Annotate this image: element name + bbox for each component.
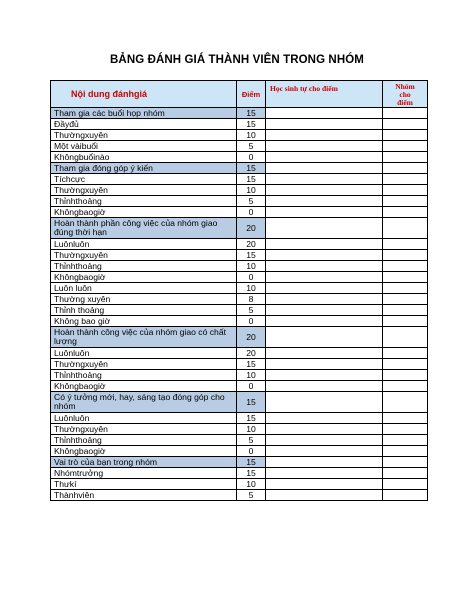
group-score-cell[interactable] [383, 294, 428, 305]
table-row [51, 424, 428, 435]
criterion-score: 15 [237, 250, 266, 261]
criterion-score: 15 [237, 174, 266, 185]
criterion-score: 15 [237, 119, 266, 130]
criterion-label: Thườngxuyên [51, 359, 237, 370]
table-row [51, 468, 428, 479]
criterion-label: Khôngbaogiờ [51, 381, 237, 392]
group-score-cell[interactable] [383, 272, 428, 283]
criterion-score: 5 [237, 490, 266, 501]
self-score-cell[interactable] [266, 250, 383, 261]
self-score-cell[interactable] [266, 435, 383, 446]
group-score-cell[interactable] [383, 152, 428, 163]
criterion-score: 0 [237, 272, 266, 283]
criterion-score: 20 [237, 218, 266, 239]
criterion-score: 5 [237, 141, 266, 152]
criterion-score: 20 [237, 239, 266, 250]
group-score-cell[interactable] [383, 392, 428, 413]
criterion-label: Khôngbuổinào [51, 152, 237, 163]
self-score-cell[interactable] [266, 446, 383, 457]
criterion-score: 20 [237, 327, 266, 348]
header-content: Nội dung đánhgiá [51, 81, 237, 108]
criterion-label: Thường xuyên [51, 294, 237, 305]
criterion-label: Khôngbaogiờ [51, 272, 237, 283]
criterion-score: 15 [237, 413, 266, 424]
group-score-cell[interactable] [383, 207, 428, 218]
table-row [51, 370, 428, 381]
self-score-cell[interactable] [266, 163, 383, 174]
group-score-cell[interactable] [383, 185, 428, 196]
group-score-cell[interactable] [383, 446, 428, 457]
self-score-cell[interactable] [266, 294, 383, 305]
criterion-label: Thỉnhthoảng [51, 261, 237, 272]
table-row [51, 305, 428, 316]
table-row [51, 435, 428, 446]
group-score-cell[interactable] [383, 359, 428, 370]
self-score-cell[interactable] [266, 316, 383, 327]
group-score-cell[interactable] [383, 239, 428, 250]
header-group-score-text: Nhóm cho điểm [395, 82, 415, 107]
criterion-label: Thườngxuyên [51, 130, 237, 141]
table-section-row [51, 218, 428, 239]
criterion-label: Thườngxuyên [51, 185, 237, 196]
criterion-label: Khôngbaogiờ [51, 446, 237, 457]
table-row [51, 490, 428, 501]
table-header-row [51, 81, 428, 108]
self-score-cell[interactable] [266, 468, 383, 479]
criterion-score: 15 [237, 392, 266, 413]
self-score-cell[interactable] [266, 413, 383, 424]
criterion-label: Tham gia đóng góp ý kiến [51, 163, 237, 174]
criterion-label: Đầyđủ [51, 119, 237, 130]
criterion-label: Thỉnh thoảng [51, 305, 237, 316]
criterion-label: Thỉnhthoảng [51, 370, 237, 381]
criterion-score: 5 [237, 435, 266, 446]
group-score-cell[interactable] [383, 424, 428, 435]
table-row [51, 207, 428, 218]
header-score: Điểm [237, 81, 266, 108]
self-score-cell[interactable] [266, 261, 383, 272]
criterion-score: 15 [237, 457, 266, 468]
criterion-score: 0 [237, 207, 266, 218]
criterion-label: Thànhviên [51, 490, 237, 501]
table-section-row [51, 108, 428, 119]
criterion-score: 15 [237, 468, 266, 479]
table-row [51, 348, 428, 359]
criterion-label: Nhómtrưởng [51, 468, 237, 479]
table-row [51, 294, 428, 305]
self-score-cell[interactable] [266, 348, 383, 359]
table-row [51, 196, 428, 207]
criterion-score: 8 [237, 294, 266, 305]
criterion-label: Khôngbaogiờ [51, 207, 237, 218]
group-score-cell[interactable] [383, 250, 428, 261]
group-score-cell[interactable] [383, 490, 428, 501]
criterion-label: Luônluôn [51, 413, 237, 424]
group-score-cell[interactable] [383, 479, 428, 490]
page-title: BẢNG ĐÁNH GIÁ THÀNH VIÊN TRONG NHÓM [110, 54, 364, 66]
criterion-label: Một vàibuổi [51, 141, 237, 152]
group-score-cell[interactable] [383, 457, 428, 468]
criterion-score: 20 [237, 348, 266, 359]
criterion-score: 0 [237, 446, 266, 457]
criterion-label: Không bao giờ [51, 316, 237, 327]
self-score-cell[interactable] [266, 207, 383, 218]
criterion-label: Hoàn thành công việc của nhóm giao có chất lượng [51, 327, 237, 348]
table-row [51, 130, 428, 141]
group-score-cell[interactable] [383, 381, 428, 392]
self-score-cell[interactable] [266, 272, 383, 283]
criterion-label: Tham gia các buổi họp nhóm [51, 108, 237, 119]
group-score-cell[interactable] [383, 348, 428, 359]
self-score-cell[interactable] [266, 108, 383, 119]
group-score-cell[interactable] [383, 413, 428, 424]
table-row [51, 185, 428, 196]
group-score-cell[interactable] [383, 119, 428, 130]
criterion-label: Thườngxuyên [51, 250, 237, 261]
self-score-cell[interactable] [266, 490, 383, 501]
table-row [51, 250, 428, 261]
table-row [51, 239, 428, 250]
criterion-label: Tíchcực [51, 174, 237, 185]
criterion-label: Thỉnhthoảng [51, 196, 237, 207]
group-score-cell[interactable] [383, 141, 428, 152]
criterion-score: 10 [237, 479, 266, 490]
table-row [51, 119, 428, 130]
group-score-cell[interactable] [383, 327, 428, 348]
group-score-cell[interactable] [383, 196, 428, 207]
table-section-row [51, 392, 428, 413]
criterion-score: 10 [237, 424, 266, 435]
criterion-label: Hoàn thành phần công việc của nhóm giao đúng thời hạn [51, 218, 237, 239]
self-score-cell[interactable] [266, 283, 383, 294]
group-score-cell[interactable] [383, 435, 428, 446]
table-row [51, 413, 428, 424]
criterion-score: 10 [237, 261, 266, 272]
self-score-cell[interactable] [266, 174, 383, 185]
table-row [51, 381, 428, 392]
group-score-cell[interactable] [383, 108, 428, 119]
self-score-cell[interactable] [266, 218, 383, 239]
self-score-cell[interactable] [266, 424, 383, 435]
self-score-cell[interactable] [266, 185, 383, 196]
criterion-score: 0 [237, 316, 266, 327]
criterion-score: 5 [237, 196, 266, 207]
table-row [51, 174, 428, 185]
self-score-cell[interactable] [266, 370, 383, 381]
self-score-cell[interactable] [266, 381, 383, 392]
group-score-cell[interactable] [383, 130, 428, 141]
self-score-cell[interactable] [266, 359, 383, 370]
group-score-cell[interactable] [383, 261, 428, 272]
self-score-cell[interactable] [266, 392, 383, 413]
self-score-cell[interactable] [266, 239, 383, 250]
criterion-score: 15 [237, 108, 266, 119]
criterion-score: 15 [237, 359, 266, 370]
self-score-cell[interactable] [266, 457, 383, 468]
table-row [51, 261, 428, 272]
table-section-row [51, 457, 428, 468]
criterion-label: Thưkí [51, 479, 237, 490]
evaluation-table [50, 80, 428, 501]
table-row [51, 152, 428, 163]
table-row [51, 272, 428, 283]
criterion-label: Thườngxuyên [51, 424, 237, 435]
self-score-cell[interactable] [266, 479, 383, 490]
criterion-score: 0 [237, 381, 266, 392]
self-score-cell[interactable] [266, 305, 383, 316]
group-score-cell[interactable] [383, 283, 428, 294]
header-self-score: Học sinh tự cho điểm [266, 81, 383, 108]
header-group-score [383, 81, 428, 108]
self-score-cell[interactable] [266, 130, 383, 141]
criterion-label: Luônluôn [51, 239, 237, 250]
group-score-cell[interactable] [383, 174, 428, 185]
table-row [51, 359, 428, 370]
table-row [51, 446, 428, 457]
self-score-cell[interactable] [266, 152, 383, 163]
criterion-score: 10 [237, 283, 266, 294]
self-score-cell[interactable] [266, 327, 383, 348]
group-score-cell[interactable] [383, 218, 428, 239]
criterion-label: Luônluôn [51, 348, 237, 359]
self-score-cell[interactable] [266, 119, 383, 130]
table-row [51, 141, 428, 152]
self-score-cell[interactable] [266, 196, 383, 207]
criterion-label: Thỉnhthoảng [51, 435, 237, 446]
group-score-cell[interactable] [383, 316, 428, 327]
criterion-score: 5 [237, 305, 266, 316]
table-section-row [51, 327, 428, 348]
criterion-label: Có ý tưởng mới, hay, sáng tạo đóng góp cho nhóm [51, 392, 237, 413]
criterion-label: Vai trò của bạn trong nhóm [51, 457, 237, 468]
criterion-score: 10 [237, 185, 266, 196]
table-row [51, 316, 428, 327]
group-score-cell[interactable] [383, 163, 428, 174]
table-row [51, 283, 428, 294]
criterion-score: 10 [237, 370, 266, 381]
table-row [51, 479, 428, 490]
criterion-score: 15 [237, 163, 266, 174]
group-score-cell[interactable] [383, 305, 428, 316]
table-body [51, 108, 428, 501]
self-score-cell[interactable] [266, 141, 383, 152]
table-section-row [51, 163, 428, 174]
group-score-cell[interactable] [383, 370, 428, 381]
criterion-score: 10 [237, 130, 266, 141]
criterion-label: Luôn luôn [51, 283, 237, 294]
criterion-score: 0 [237, 152, 266, 163]
group-score-cell[interactable] [383, 468, 428, 479]
